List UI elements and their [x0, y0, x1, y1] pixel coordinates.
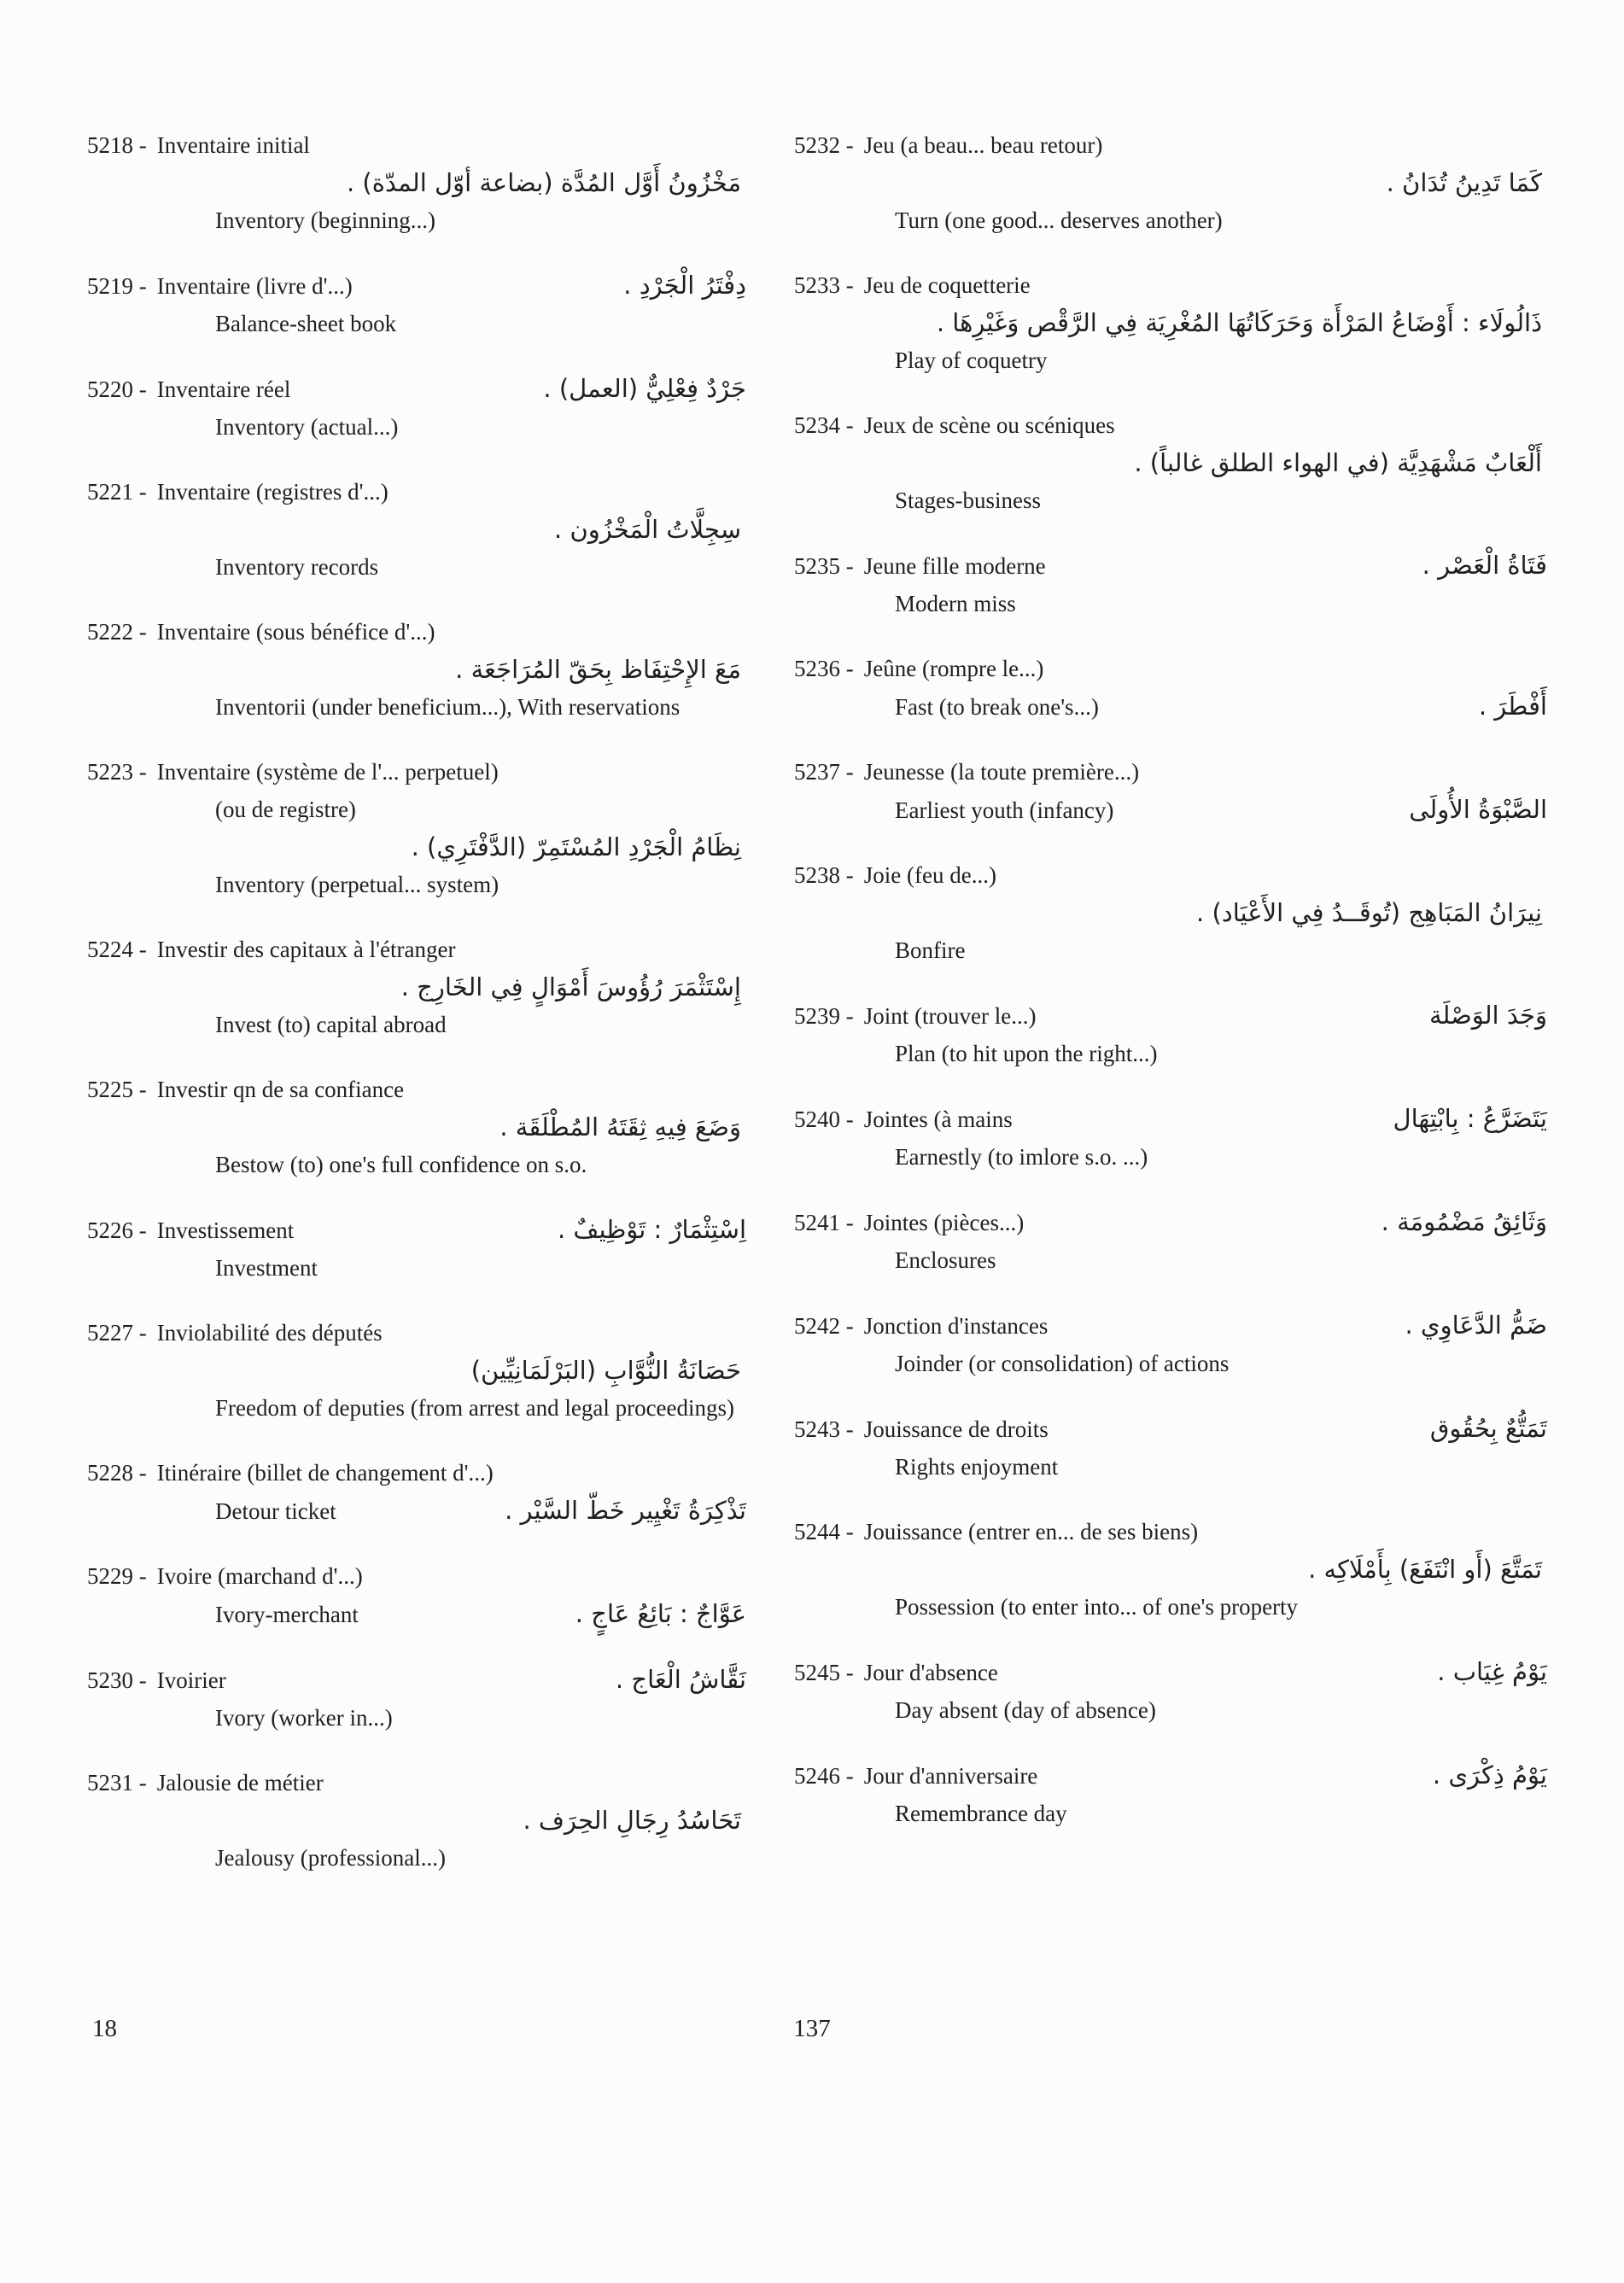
entry-english-translation: Ivory (worker in...) [215, 1705, 393, 1731]
entry-english-translation: Bonfire [895, 937, 966, 963]
entry-number: 5229 - [87, 1557, 147, 1595]
entry-head-line [794, 1306, 1547, 1345]
entry-english-translation: Bestow (to) one's full confidence on s.o. [215, 1152, 587, 1177]
entry-french-term: Inventaire initial [156, 132, 310, 158]
entry-french-term: Jour d'anniversaire [863, 1763, 1038, 1789]
entry-head-line [87, 370, 746, 408]
entry-english-translation: Inventory (beginning...) [215, 207, 435, 233]
entry-number: 5223 - [87, 753, 147, 791]
entry-arabic-line [794, 1550, 1547, 1588]
entry-arabic-translation: تَحَاسُدُ رِجَالِ الحِرَف . [523, 1806, 741, 1835]
entry-arabic-inline-english-row: عَوَّاجٌ : بَائِعُ عَاجٍ . [575, 1599, 746, 1628]
entry-french-term: Jeune fille moderne [863, 553, 1046, 579]
entry-number: 5245 - [794, 1654, 854, 1691]
entry-english-line [794, 342, 1547, 379]
entry-head-left [794, 1513, 1198, 1550]
entry-head-left [87, 931, 455, 968]
entry-number: 5246 - [794, 1757, 854, 1795]
entry-arabic-inline: فَتَاةُ الْعَصْر . [1422, 551, 1547, 580]
entry-french-term: Inventaire réel [156, 377, 291, 402]
dictionary-entry [87, 753, 746, 903]
entry-english-translation: Enclosures [895, 1247, 996, 1273]
entry-english-line [794, 1345, 1547, 1382]
entry-head-left [794, 266, 1031, 304]
entry-english-translation: Turn (one good... deserves another) [895, 207, 1223, 233]
dictionary-entry [87, 1211, 746, 1287]
entry-english-translation: Possession (to enter into... of one's property [895, 1594, 1299, 1620]
entry-head-left [794, 126, 1102, 164]
entry-arabic-translation: نِيرَانُ المَبَاهِج (تُوقَــدُ فِي الأَعْيَاد) . [1196, 898, 1542, 927]
entry-head-line [87, 613, 746, 651]
entry-arabic-translation: إِسْتَثْمَرَ رُؤُوسَ أَمْوَالٍ فِي الخَارِج . [400, 972, 741, 1001]
entry-head-line [87, 473, 746, 511]
dictionary-entry [794, 1653, 1547, 1729]
entry-arabic-line [87, 1108, 746, 1146]
entry-french-term: Inventaire (système de l'... perpetuel) [156, 759, 499, 785]
entry-head-left [794, 406, 1115, 444]
entry-english-line [794, 1448, 1547, 1486]
entry-english-translation: Plan (to hit upon the right...) [895, 1041, 1158, 1066]
entry-french-term: Joint (trouver le...) [863, 1003, 1037, 1029]
entry-french-term: Investissement [156, 1217, 295, 1243]
entry-number: 5242 - [794, 1307, 854, 1345]
entry-head-line [794, 650, 1547, 687]
entry-english-translation: Investment [215, 1255, 318, 1281]
entry-arabic-inline: دِفْتَرُ الْجَرْدِ . [623, 271, 746, 300]
entry-head-left [794, 1101, 1013, 1138]
dictionary-entry [87, 1314, 746, 1427]
entry-english-line [87, 688, 746, 726]
entry-french-term: Jeu de coquetterie [863, 272, 1031, 298]
entry-french-term: Inventaire (livre d'...) [156, 273, 353, 299]
entry-english-translation: Inventory records [215, 554, 379, 580]
entry-head-left [794, 1307, 1048, 1345]
entry-number: 5224 - [87, 931, 147, 968]
entry-arabic-line [794, 304, 1547, 342]
entry-english-translation: Earliest youth (infancy) [895, 797, 1114, 823]
entry-arabic-line [87, 1801, 746, 1839]
entry-arabic-translation: حَصَانَةُ النُّوَّابِ (البَرْلَمَانِيِّين) [470, 1356, 741, 1385]
entry-arabic-inline-english-row: الصَّبْوَةُ الأُولَى [1409, 795, 1547, 824]
entry-arabic-line [794, 164, 1547, 201]
entry-head-line [87, 1557, 746, 1595]
entry-arabic-inline: نَقَّاشُ الْعَاج . [615, 1665, 746, 1694]
entry-english-translation: Balance-sheet book [215, 311, 397, 336]
entry-number: 5236 - [794, 650, 854, 687]
entry-head-line [794, 1513, 1547, 1550]
dictionary-entry [87, 473, 746, 586]
entry-number: 5241 - [794, 1204, 854, 1241]
entry-english-translation: Freedom of deputies (from arrest and legal proceedings) [215, 1395, 735, 1421]
entry-head-line [87, 931, 746, 968]
dictionary-entry [794, 1203, 1547, 1279]
dictionary-entry [794, 126, 1547, 239]
entry-number: 5232 - [794, 126, 854, 164]
entry-head-line [794, 406, 1547, 444]
entry-english-translation: Invest (to) capital abroad [215, 1012, 447, 1037]
entry-english-translation: Day absent (day of absence) [895, 1697, 1156, 1723]
entry-arabic-line [87, 164, 746, 201]
entry-number: 5225 - [87, 1071, 147, 1108]
dictionary-entry [87, 1764, 746, 1877]
entry-head-left [87, 473, 388, 511]
entry-head-left [87, 126, 310, 164]
dictionary-entry [87, 1557, 746, 1633]
dictionary-entry [794, 546, 1547, 622]
dictionary-entry [794, 266, 1547, 379]
entry-arabic-inline: يَتَضَرَّعُ : بِابْتِهَال [1393, 1104, 1547, 1133]
entry-number: 5220 - [87, 371, 147, 408]
entry-head-left [794, 1204, 1024, 1241]
entry-number: 5234 - [794, 406, 854, 444]
entry-english-translation: Inventory (perpetual... system) [215, 872, 499, 897]
entry-arabic-line [87, 511, 746, 548]
dictionary-entry [794, 650, 1547, 726]
entry-french-term: Inventaire (sous bénéfice d'...) [156, 619, 435, 645]
entry-head-line [87, 266, 746, 305]
entry-number: 5244 - [794, 1513, 854, 1550]
entry-number: 5221 - [87, 473, 147, 511]
entry-head-left [794, 650, 1043, 687]
entry-number: 5240 - [794, 1101, 854, 1138]
entry-french-term: Jalousie de métier [156, 1770, 324, 1795]
dictionary-entry [794, 856, 1547, 969]
entry-french-term: Itinéraire (billet de changement d'...) [156, 1460, 494, 1486]
dictionary-entry [794, 1100, 1547, 1176]
entry-english-line [87, 1389, 746, 1427]
entry-english-line [87, 408, 746, 446]
entry-english-line [794, 931, 1547, 969]
entry-french-term: Joie (feu de...) [863, 862, 996, 888]
entry-head-left [794, 1757, 1037, 1795]
entry-head-line [794, 266, 1547, 304]
entry-number: 5237 - [794, 753, 854, 791]
entry-arabic-translation: كَمَا تَدِينُ تُدَانُ . [1386, 168, 1542, 197]
entry-french-term: Jeûne (rompre le...) [863, 656, 1044, 681]
page-number: 137 [793, 2015, 831, 2042]
entry-english-translation: Stages-business [895, 488, 1041, 513]
dictionary-entry [794, 753, 1547, 829]
entry-head-left [87, 371, 290, 408]
entry-head-left [87, 613, 435, 651]
entry-head-line [794, 546, 1547, 585]
column-right [794, 126, 1547, 1904]
dictionary-entry [87, 1661, 746, 1737]
entry-number: 5230 - [87, 1661, 147, 1699]
entry-english-line [794, 687, 1547, 726]
entry-english-translation: Joinder (or consolidation) of actions [895, 1351, 1230, 1376]
entry-head-left [794, 753, 1139, 791]
entry-head-line [794, 856, 1547, 894]
entry-head-line [87, 1661, 746, 1699]
entry-head-line [87, 753, 746, 791]
entry-head-left [794, 1410, 1049, 1448]
entry-french-term: Jonction d'instances [863, 1313, 1049, 1339]
entry-english-translation: Play of coquetry [895, 347, 1048, 373]
entry-head-left [87, 1661, 226, 1699]
entry-french-continuation-line [87, 791, 746, 828]
entry-number: 5243 - [794, 1410, 854, 1448]
dictionary-entry [87, 370, 746, 446]
dictionary-entry [87, 126, 746, 239]
entry-english-line [87, 1595, 746, 1633]
entry-french-term: Ivoire (marchand d'...) [156, 1563, 363, 1589]
dictionary-entry [794, 1306, 1547, 1382]
entry-arabic-translation: تَمَتَّعَ (أَو انْتَفَعَ) بِأَمْلَاكِه . [1308, 1555, 1542, 1584]
entry-number: 5227 - [87, 1314, 147, 1352]
entry-number: 5222 - [87, 613, 147, 651]
entry-french-term: Jeu (a beau... beau retour) [863, 132, 1103, 158]
entry-head-left [87, 1454, 494, 1492]
entry-english-line [794, 201, 1547, 239]
entry-arabic-translation: ذَالُولَاء : أَوْضَاعُ المَرْأَة وَحَرَكَاتُهَا المُغْرِيَة فِي الرَّقْص وَغَيْرِهَا . [936, 308, 1542, 337]
entry-arabic-translation: مَخْزُونُ أَوَّل المُدَّة (بضاعة أوّل المدّة) . [346, 168, 741, 197]
entry-french-continuation: (ou de registre) [215, 797, 356, 822]
entry-head-line [794, 126, 1547, 164]
entry-number: 5235 - [794, 547, 854, 585]
entry-arabic-inline: يَوْمُ غِيَاب . [1437, 1657, 1547, 1686]
entry-head-line [794, 996, 1547, 1035]
entry-arabic-inline-english-row: تَذْكِرَةُ تَغْيِير خَطّ السَّيْر . [505, 1496, 746, 1525]
dictionary-entry [794, 406, 1547, 519]
entry-english-line [87, 866, 746, 903]
entry-head-left [87, 1212, 294, 1249]
entry-english-translation: Rights enjoyment [895, 1454, 1059, 1480]
entry-arabic-inline: وَجَدَ الوَصْلَة [1428, 1001, 1547, 1030]
entry-english-line [87, 1492, 746, 1530]
entry-arabic-inline: جَرْدٌ فِعْلِيٌّ (العمل) . [543, 374, 746, 403]
entry-arabic-line [794, 894, 1547, 931]
entry-head-left [87, 267, 353, 305]
entry-head-line [87, 1454, 746, 1492]
entry-english-translation: Remembrance day [895, 1801, 1067, 1826]
entry-english-line [87, 1249, 746, 1287]
entry-english-line [87, 548, 746, 586]
entry-english-line [87, 1699, 746, 1737]
dictionary-entry [794, 1756, 1547, 1832]
entry-head-left [87, 1071, 404, 1108]
entry-head-line [794, 1410, 1547, 1448]
entry-head-left [794, 547, 1046, 585]
entry-arabic-translation: مَعَ الإِحْتِفَاظ بِحَقّ المُرَاجَعَة . [455, 655, 741, 684]
entry-english-line [794, 1588, 1547, 1626]
dictionary-entry [87, 1071, 746, 1183]
entry-english-line [794, 1795, 1547, 1832]
dictionary-entry [87, 613, 746, 726]
entry-english-line [794, 1035, 1547, 1072]
entry-head-left [794, 1654, 998, 1691]
entry-english-translation: Earnestly (to imlore s.o. ...) [895, 1144, 1148, 1170]
entry-french-term: Inventaire (registres d'...) [156, 479, 388, 505]
entry-english-line [87, 305, 746, 342]
entry-english-line [794, 1691, 1547, 1729]
entry-number: 5219 - [87, 267, 147, 305]
entry-english-line [87, 1146, 746, 1183]
entry-head-line [794, 753, 1547, 791]
entry-arabic-line [87, 828, 746, 866]
entry-head-line [794, 1100, 1547, 1138]
section-number: 18 [92, 2015, 117, 2042]
dictionary-entry [794, 1410, 1547, 1486]
entry-arabic-inline: ضَمُّ الدَّعَاوِي . [1405, 1311, 1547, 1340]
dictionary-entry [794, 996, 1547, 1072]
dictionary-entry [87, 1454, 746, 1530]
entry-arabic-translation: نِظَامُ الْجَرْدِ المُسْتَمِرّ (الدَّفْتَرِي) . [411, 832, 741, 861]
entry-number: 5226 - [87, 1212, 147, 1249]
entry-number: 5239 - [794, 997, 854, 1035]
column-left [87, 126, 746, 1904]
entry-english-translation: Ivory-merchant [215, 1602, 359, 1627]
entry-head-line [87, 1211, 746, 1249]
entry-english-translation: Fast (to break one's...) [895, 694, 1099, 720]
entry-french-term: Jeunesse (la toute première...) [863, 759, 1140, 785]
entry-arabic-line [87, 1352, 746, 1389]
entry-english-line [87, 1006, 746, 1043]
entry-english-line [794, 585, 1547, 622]
entry-french-term: Jouissance (entrer en... de ses biens) [863, 1519, 1199, 1544]
entry-head-line [794, 1756, 1547, 1795]
entry-english-translation: Jealousy (professional...) [215, 1845, 446, 1871]
entry-french-term: Jeux de scène ou scéniques [863, 412, 1115, 438]
entry-arabic-translation: أَلْعَابٌ مَشْهَدِيَّة (في الهواء الطلق غالباً) . [1134, 448, 1542, 477]
entry-head-left [794, 856, 996, 894]
entry-english-translation: Detour ticket [215, 1498, 336, 1524]
entry-number: 5218 - [87, 126, 147, 164]
entry-head-left [87, 1314, 383, 1352]
entry-arabic-inline: يَوْمُ ذِكْرَى . [1432, 1760, 1547, 1790]
entry-english-translation: Modern miss [895, 591, 1016, 616]
entry-english-line [794, 482, 1547, 519]
dictionary-entry [87, 266, 746, 342]
dictionary-entry [87, 931, 746, 1043]
entry-english-translation: Inventorii (under beneficium...), With reservations [215, 694, 681, 720]
entry-french-term: Jouissance de droits [863, 1416, 1049, 1442]
entry-english-line [87, 201, 746, 239]
entry-number: 5233 - [794, 266, 854, 304]
entry-english-line [794, 1241, 1547, 1279]
entry-number: 5231 - [87, 1764, 147, 1801]
entry-head-line [794, 1653, 1547, 1691]
entry-french-term: Investir qn de sa confiance [156, 1077, 405, 1102]
entry-french-term: Jour d'absence [863, 1660, 998, 1685]
entry-arabic-line [794, 444, 1547, 482]
entry-english-line [87, 1839, 746, 1877]
entry-head-left [794, 997, 1036, 1035]
entry-french-term: Jointes (pièces...) [863, 1210, 1025, 1235]
entry-head-left [87, 1557, 363, 1595]
entry-french-term: Inviolabilité des députés [156, 1320, 383, 1346]
entry-arabic-line [87, 651, 746, 688]
entry-english-translation: Inventory (actual...) [215, 414, 399, 440]
entry-head-line [87, 1314, 746, 1352]
entry-number: 5238 - [794, 856, 854, 894]
entry-number: 5228 - [87, 1454, 147, 1492]
entry-arabic-line [87, 968, 746, 1006]
entry-head-line [87, 1764, 746, 1801]
entry-head-line [87, 126, 746, 164]
entry-french-term: Jointes (à mains [863, 1106, 1013, 1132]
entry-head-left [87, 1764, 324, 1801]
entry-arabic-translation: سِجِلَّاتُ الْمَخْزُون . [554, 515, 741, 544]
entry-arabic-inline: اِسْتِثْمَارٌ : تَوْظِيفٌ . [557, 1215, 746, 1244]
entry-head-left [87, 753, 499, 791]
entry-head-line [87, 1071, 746, 1108]
entry-english-line [794, 791, 1547, 829]
entry-arabic-inline-english-row: أَفْطَرَ . [1478, 692, 1547, 721]
entry-arabic-inline: تَمَتُّعٌ بِحُقُوق [1429, 1414, 1547, 1443]
entry-french-term: Investir des capitaux à l'étranger [156, 937, 456, 962]
entry-arabic-inline: وَثَائِقُ مَضْمُومَة . [1381, 1207, 1547, 1236]
entry-english-line [794, 1138, 1547, 1176]
entry-head-line [794, 1203, 1547, 1241]
entry-arabic-translation: وَضَعَ فِيهِ ثِقَتَهُ المُطْلَقَة . [499, 1112, 741, 1142]
entry-french-term: Ivoirier [156, 1667, 226, 1693]
dictionary-entry [794, 1513, 1547, 1626]
